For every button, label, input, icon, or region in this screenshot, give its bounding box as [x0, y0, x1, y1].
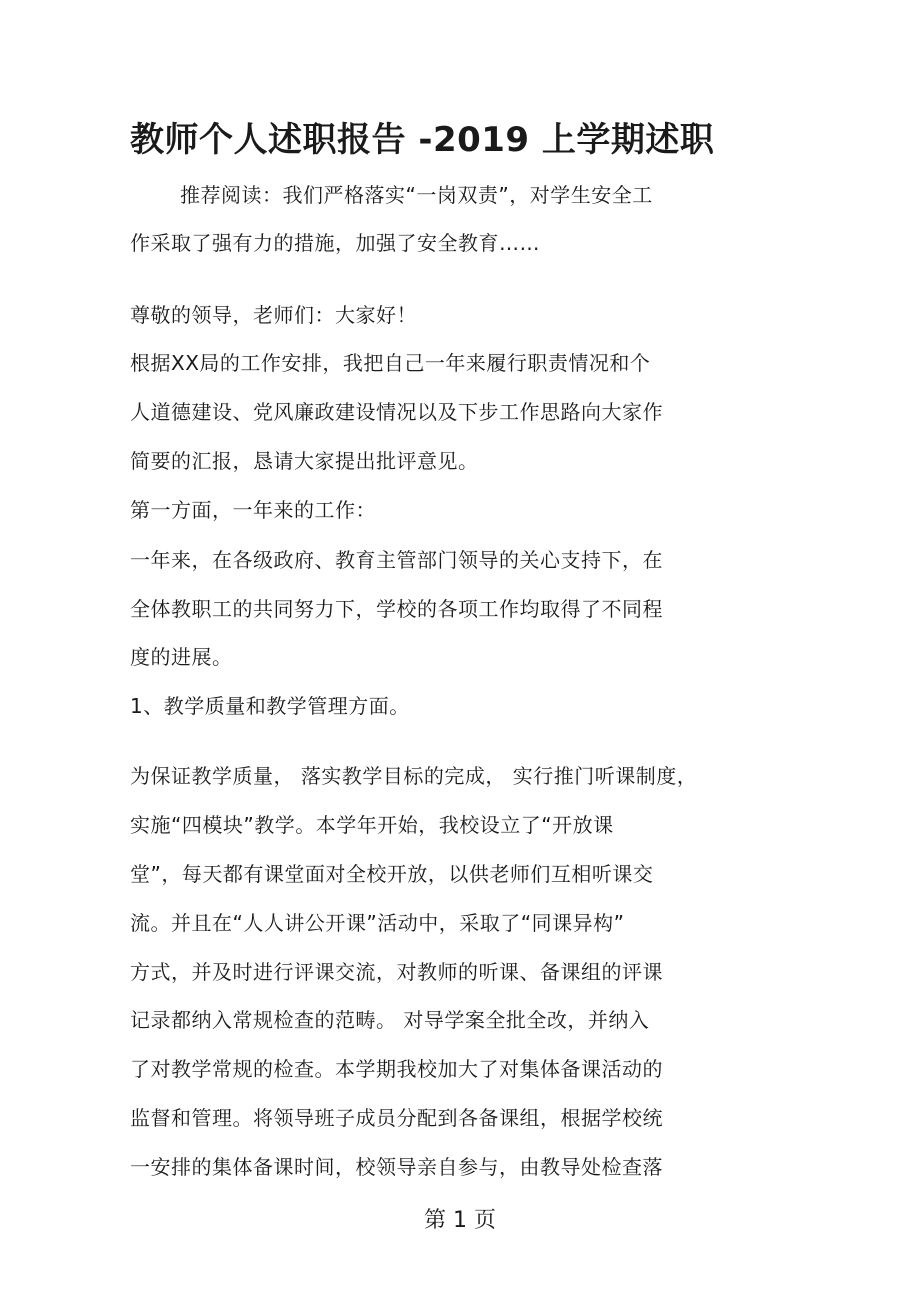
- text-line: 推荐阅读：我们严格落实“一岗双责”，对学生安全工: [180, 183, 653, 207]
- text-line: 监督和管理。将领导班子成员分配到各备课组，根据学校统: [130, 1106, 663, 1130]
- text-line: 一安排的集体备课时间，校领导亲自参与，由教导处检查落: [130, 1155, 663, 1179]
- text-line: 一年来，在各级政府、教育主管部门领导的关心支持下，在: [130, 548, 663, 572]
- text-line: 作采取了强有力的措施，加强了安全教育……: [130, 231, 540, 255]
- page-number: 第 1 页: [424, 1208, 496, 1233]
- text-line: 全体教职工的共同努力下，学校的各项工作均取得了不同程: [130, 597, 663, 621]
- text-line: 了对教学常规的检查。本学期我校加大了对集体备课活动的: [130, 1057, 663, 1081]
- text-line: 度的进展。: [130, 645, 233, 669]
- text-line: 1、教学质量和教学管理方面。: [130, 694, 410, 718]
- text-line: 为保证教学质量， 落实教学目标的完成， 实行推门听课制度，: [130, 764, 698, 788]
- text-line: 实施“四模块”教学。本学年开始，我校设立了“开放课: [130, 813, 614, 837]
- text-line: 记录都纳入常规检查的范畴。 对导学案全批全改，并纳入: [130, 1008, 650, 1032]
- text-line: 方式，并及时进行评课交流，对教师的听课、备课组的评课: [130, 960, 663, 984]
- text-line: 简要的汇报，恳请大家提出批评意见。: [130, 449, 479, 473]
- text-line: 根据XX局的工作安排，我把自己一年来履行职责情况和个: [130, 351, 651, 375]
- document-title: 教师个人述职报告 -2019 上学期述职: [130, 120, 715, 160]
- text-line: 人道德建设、党风廉政建设情况以及下步工作思路向大家作: [130, 400, 663, 424]
- text-line: 堂”，每天都有课堂面对全校开放，以供老师们互相听课交: [130, 862, 654, 886]
- text-line: 流。并且在“人人讲公开课”活动中，采取了“同课异构”: [130, 911, 625, 935]
- text-line: 尊敬的领导，老师们：大家好！: [130, 303, 417, 327]
- text-line: 第一方面，一年来的工作：: [130, 498, 376, 522]
